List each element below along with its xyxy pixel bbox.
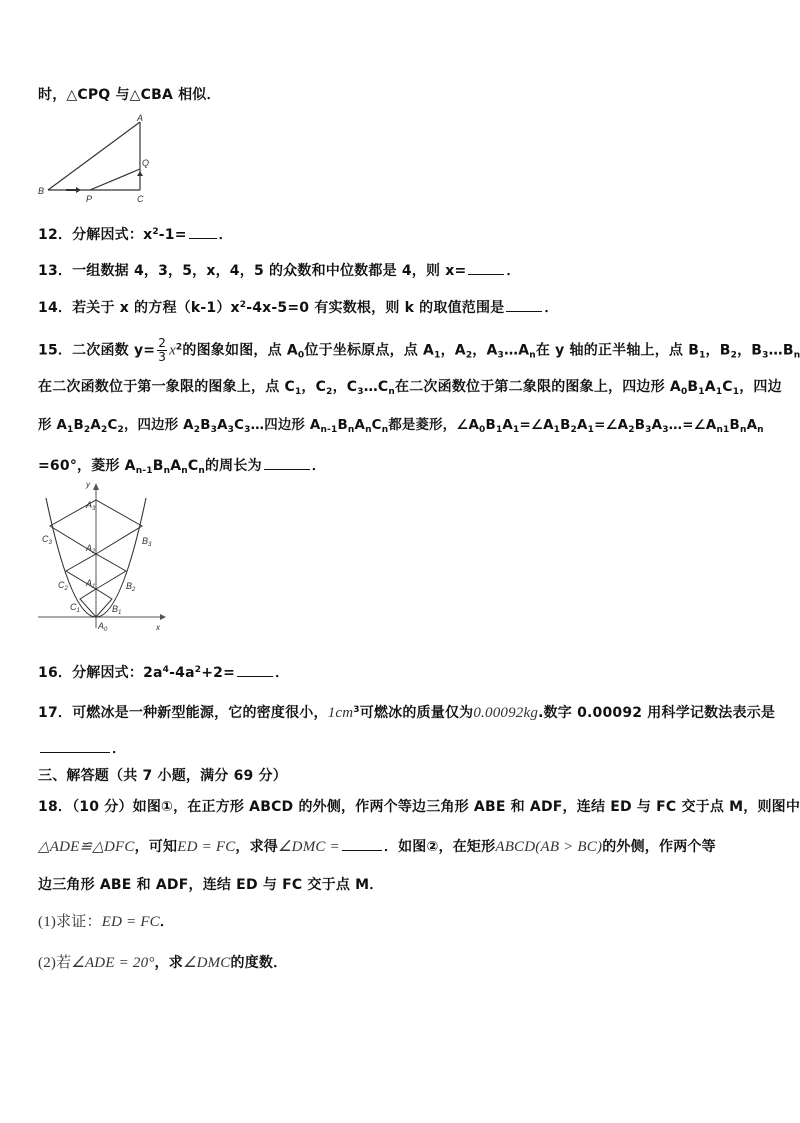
triangle-figure [36,114,166,206]
question-18-line-3: 边三角形 ABE 和 ADF，连结 ED 与 FC 交于点 M． [38,877,384,893]
question-17-answer-line: ． [38,738,126,758]
answer-blank[interactable] [264,457,310,470]
label-A1: $A_1$ [86,578,96,590]
label-B1: $B_1$ [112,604,122,616]
q11-tail: 时，△CPQ 与△CBA 相似． [38,87,221,103]
question-17: 17．可燃冰是一种新型能源，它的密度很小，$1cm^3$可燃冰的质量仅为0.00092kg.数字 0.00092 用科学记数法表示是 [38,705,776,721]
answer-blank[interactable] [506,299,542,312]
label-C1: $C_1$ [70,602,80,614]
label-P: P [86,194,93,204]
question-18-part-1: (1)求证：ED = FC． [38,914,175,930]
fraction: $\frac{2}{3}$ [158,336,167,364]
answer-blank[interactable] [342,838,382,851]
question-15-line-1: 15．二次函数 y= $\frac{2}{3}$ $x^2$的图象如图，点 $A_0$位于坐标原点，点 $A_1$，$A_2$，$A_3\dots A_n$在 y 轴的正半轴上，点 $B_1$，$B_2$，$B_3\dots B_n$ [38,336,800,364]
label-y: y [86,480,90,489]
label-C: C [137,194,144,204]
answer-blank[interactable] [237,664,273,677]
label-A0: $A_0$ [98,621,108,633]
question-12: 12．分解因式：$x^2-1=$ ． [38,227,233,243]
label-B2: $B_2$ [126,581,136,593]
label-A: A [137,113,144,123]
question-13: 13．一组数据 4，3，5，x，4，5 的众数和中位数都是 4，则 x= ． [38,263,521,279]
label-B: B [38,186,45,196]
label-Q: Q [142,158,150,168]
label-x: x [156,623,160,632]
label-C3: $C_3$ [42,534,52,546]
section-heading: 三、解答题（共 7 小题，满分 69 分） [38,768,287,784]
question-18-line-2: △ADE≌△DFC，可知ED = FC，求得∠DMC = ．如图②，在矩形ABCD(AB > BC)的外侧，作两个等 [38,839,716,855]
question-16: 16．分解因式：$2a^4-4a^2+2=$ ． [38,665,290,681]
label-C2: $C_2$ [58,580,68,592]
question-15-line-4: =60°，菱形 $A_{n-1}B_nA_nC_n$的周长为 ． [38,458,326,476]
label-A2: $A_2$ [86,543,96,555]
answer-blank[interactable] [189,226,217,239]
question-14: 14．若关于 x 的方程$(k-1)x^2-4x-5=0$ 有实数根，则 k 的取值范围是 ． [38,300,559,316]
question-15-line-2: 在二次函数位于第一象限的图象上，点 $C_1$，$C_2$，$C_3\dots C_n$在二次函数位于第二象限的图象上，四边形 $A_0B_1A_1C_1$，四边 [38,379,782,397]
question-18-line-1: 18．（10 分）如图①，在正方形 ABCD 的外侧，作两个等边三角形 ABE 和 ADF，连结 ED 与 FC 交于点 M，则图中 [38,799,800,815]
question-18-part-2: (2)若∠ADE = 20°，求∠DMC的度数． [38,955,288,971]
answer-blank[interactable] [468,262,504,275]
label-B3: $B_3$ [142,536,152,548]
question-15-line-3: 形 $A_1B_2A_2C_2$，四边形 $A_2B_3A_3C_3\dots$四边形 $A_{n-1}B_nA_nC_n$都是菱形，$\angle A_0B_1A_1=\angle A_1B_2A_1=\angle A_2B_3A_3\dots=\angle A_{n1}B_nA_n$ [38,418,764,435]
label-A3: $A_3$ [86,500,96,512]
answer-blank[interactable] [40,740,110,753]
parabola-rhombus-figure [34,478,174,634]
